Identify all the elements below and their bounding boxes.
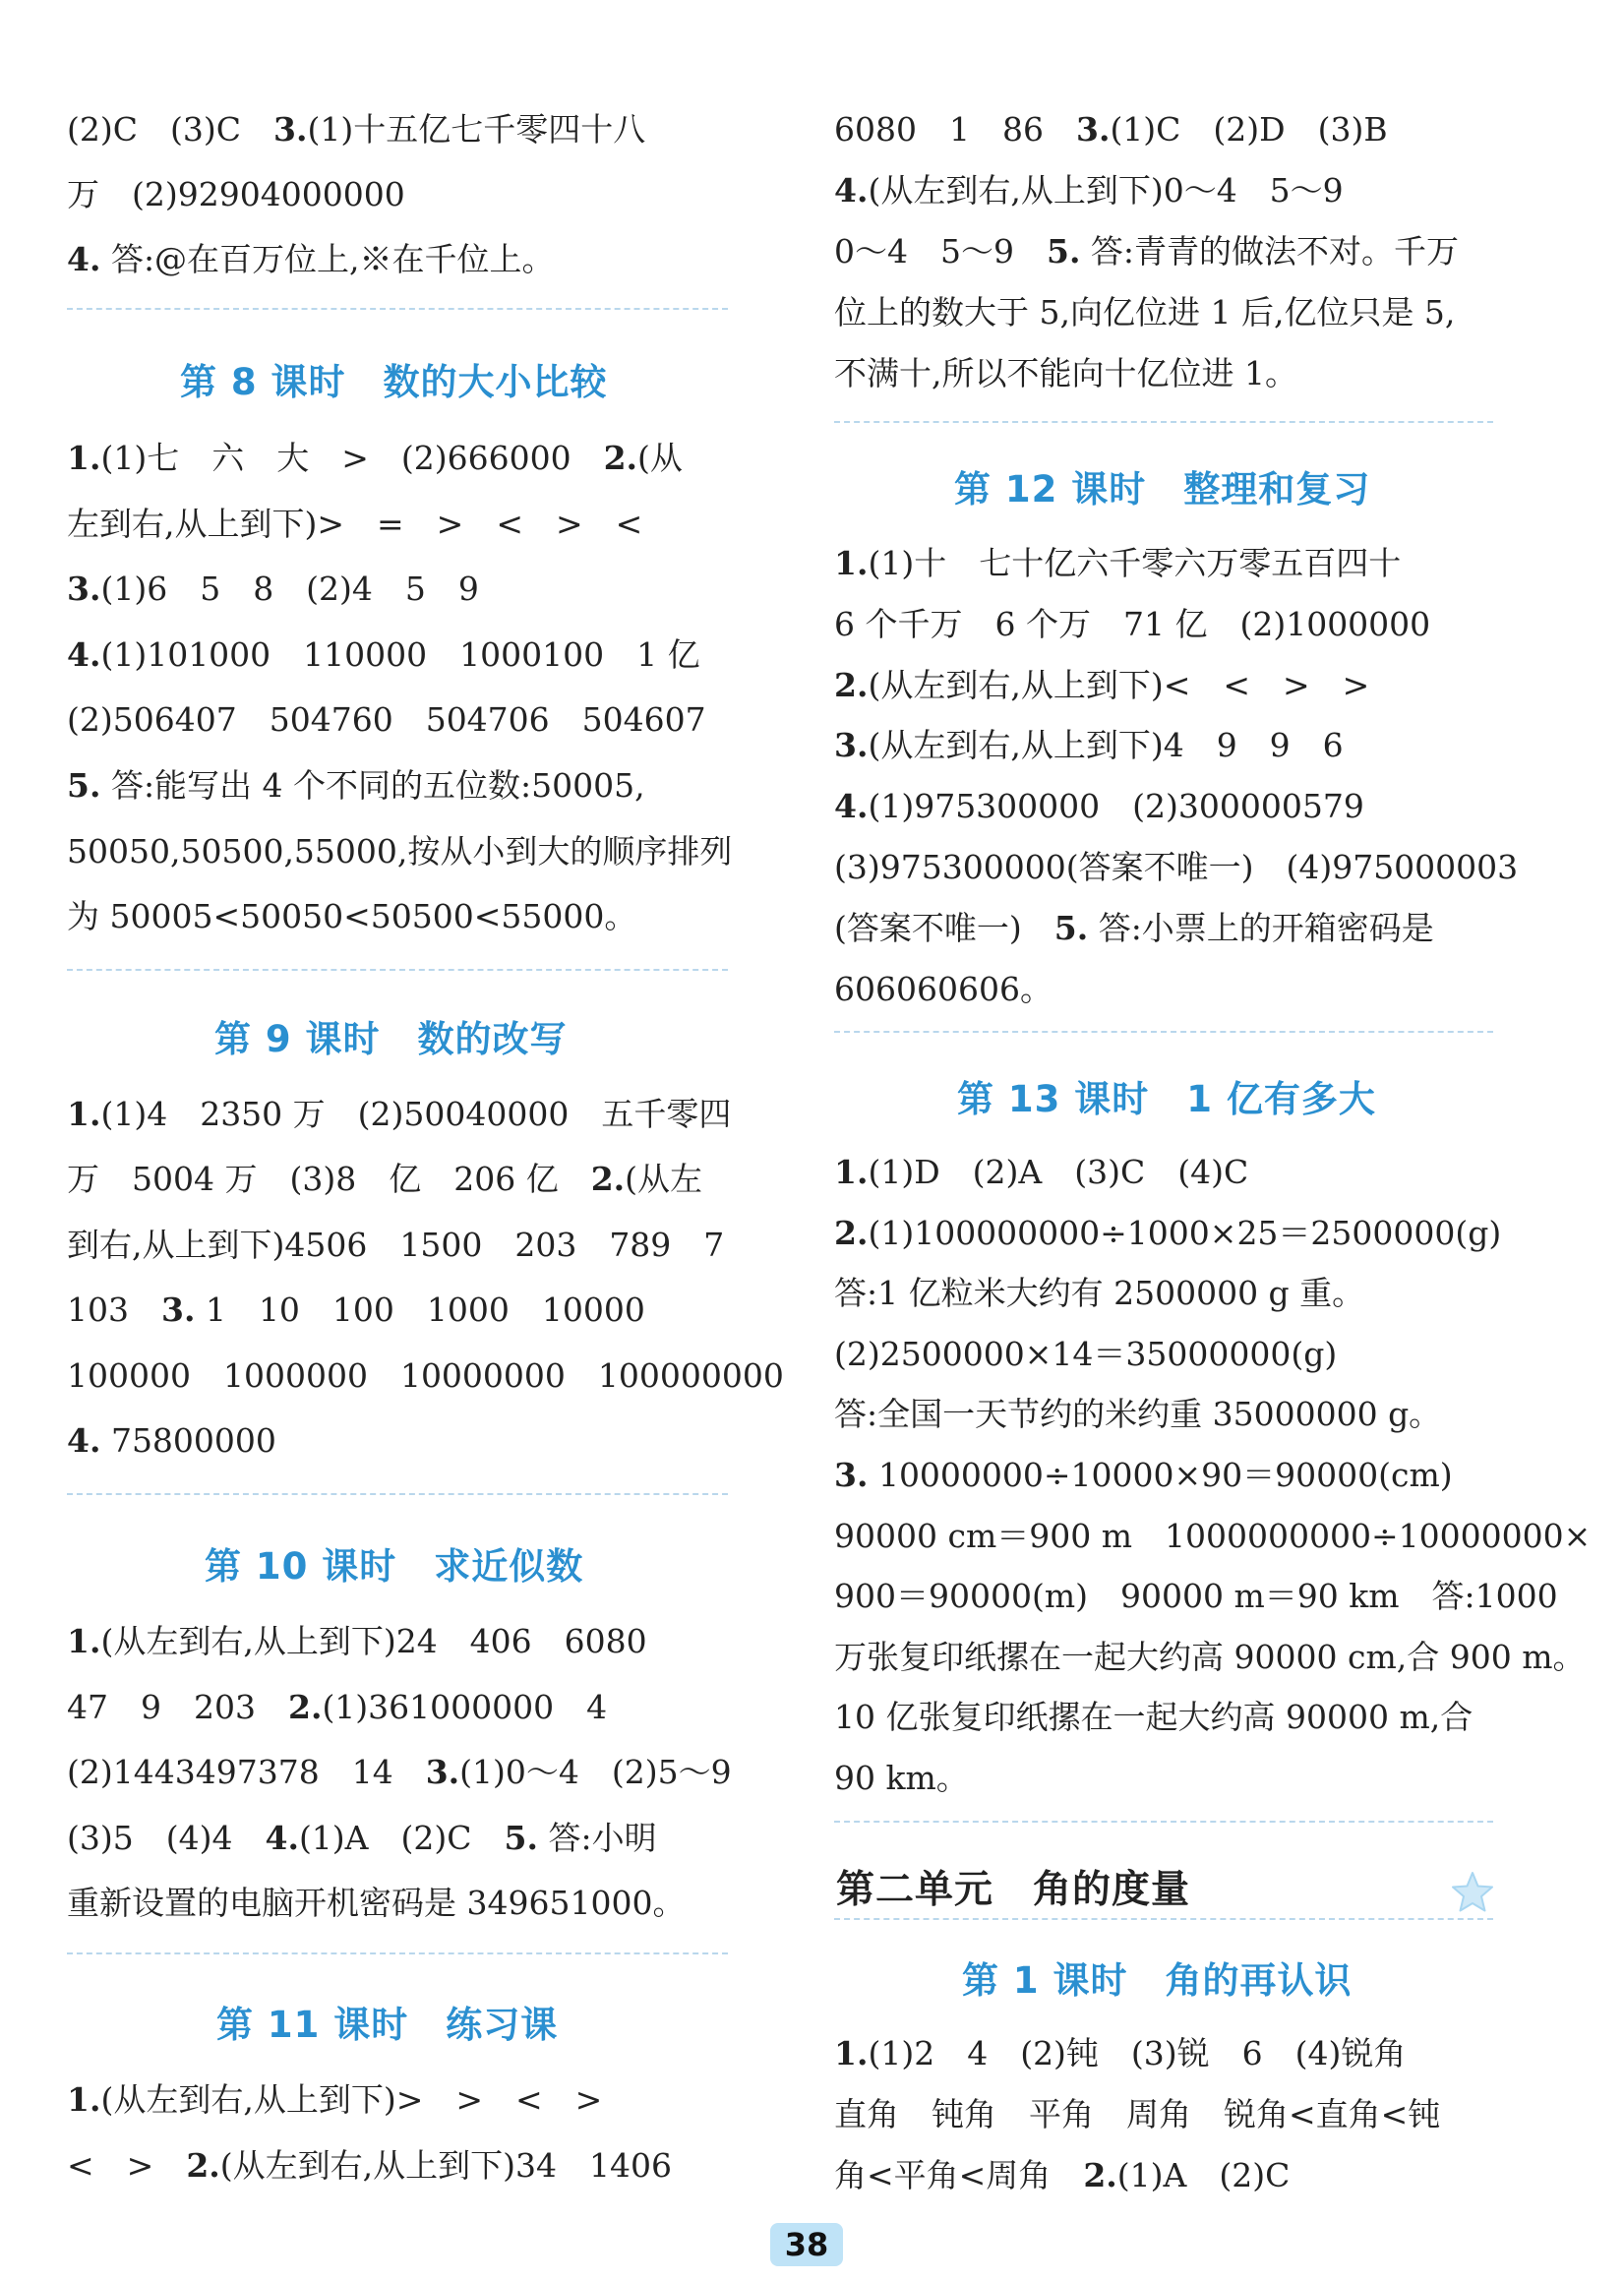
answer-line: 1.(1)4 2350 万 (2)50040000 五千零四 [67, 1095, 732, 1133]
lesson-9-title: 第 9 课时 数的改写 [214, 1018, 568, 1060]
answer-line: 重新设置的电脑开机密码是 349651000。 [67, 1884, 686, 1922]
answer-line: 4.(从左到右,从上到下)0～4 5～9 [834, 171, 1344, 210]
answer-line: (3)975300000(答案不唯一) (4)975000003 [834, 848, 1519, 886]
answer-line: 1.(1)2 4 (2)钝 (3)锐 6 (4)锐角 [834, 2034, 1407, 2072]
answer-line: 606060606。 [834, 969, 1053, 1008]
answer-line: 答:全国一天节约的米约重 35000000 g。 [834, 1395, 1442, 1434]
answer-line: 90000 cm＝900 m 1000000000÷10000000× [834, 1516, 1592, 1555]
lesson-12-title: 第 12 课时 整理和复习 [954, 468, 1371, 510]
answer-line: (2)C (3)C 3.(1)十五亿七千零四十八 [67, 110, 646, 149]
answer-line: 2.(从左到右,从上到下)< < > > [834, 665, 1370, 704]
answer-line: 6080 1 86 3.(1)C (2)D (3)B [834, 110, 1388, 149]
answer-line: 3.(从左到右,从上到下)4 9 9 6 [834, 726, 1344, 765]
answer-line: 4.(1)975300000 (2)300000579 [834, 787, 1364, 826]
answer-line: 3.(1)6 5 8 (2)4 5 9 [67, 570, 479, 609]
answer-line: 万 5004 万 (3)8 亿 206 亿 2.(从左 [67, 1160, 703, 1199]
answer-line: 答:1 亿粒米大约有 2500000 g 重。 [834, 1274, 1365, 1313]
section-divider [834, 1821, 1493, 1823]
star-icon [1449, 1869, 1496, 1916]
section-divider [834, 1031, 1493, 1033]
answer-line: 90 km。 [834, 1759, 969, 1797]
lesson-13-title: 第 13 课时 1 亿有多大 [957, 1078, 1376, 1120]
answer-line: 5. 答:能写出 4 个不同的五位数:50005, [67, 766, 645, 805]
answer-line: 1.(1)十 七十亿六千零六万零五百四十 [834, 544, 1402, 582]
answer-line: 不满十,所以不能向十亿位进 1。 [834, 354, 1297, 392]
answer-line: 角<平角<周角 2.(1)A (2)C [834, 2156, 1291, 2194]
answer-line: 万 (2)92904000000 [67, 175, 405, 213]
answer-line: 103 3. 1 10 100 1000 10000 [67, 1291, 645, 1330]
lesson-10-title: 第 10 课时 求近似数 [205, 1545, 584, 1588]
section-divider [834, 421, 1493, 423]
answer-line: 100000 1000000 10000000 100000000 [67, 1355, 784, 1395]
answer-line: < > 2.(从左到右,从上到下)34 1406 [67, 2145, 672, 2185]
answer-line: 4.(1)101000 110000 1000100 1 亿 [67, 634, 700, 674]
section-divider [834, 1918, 1493, 1920]
answer-line: 1.(从左到右,从上到下)24 406 6080 [67, 1622, 647, 1660]
unit-2-lesson-1-title: 第 1 课时 角的再认识 [962, 1959, 1353, 2002]
answer-line: 位上的数大于 5,向亿位进 1 后,亿位只是 5, [834, 293, 1456, 331]
answer-line: 为 50005<50050<50500<55000。 [67, 897, 637, 936]
lesson-11-title: 第 11 课时 练习课 [216, 2004, 559, 2046]
answer-line: 1.(从左到右,从上到下)> > < > [67, 2080, 603, 2119]
answer-line: (2)506407 504760 504706 504607 [67, 700, 706, 740]
answer-line: (2)1443497378 14 3.(1)0～4 (2)5～9 [67, 1753, 732, 1791]
section-divider [67, 969, 728, 971]
answer-line: 4. 答:@在百万位上,※在千位上。 [67, 240, 555, 278]
answer-line: (答案不唯一) 5. 答:小票上的开箱密码是 [834, 908, 1434, 947]
answer-line: 1.(1)D (2)A (3)C (4)C [834, 1153, 1249, 1191]
answer-line: 0～4 5～9 5. 答:青青的做法不对。千万 [834, 232, 1460, 270]
section-divider [67, 1952, 728, 1954]
unit-2-title: 第二单元 角的度量 [836, 1868, 1191, 1912]
answer-line: 1.(1)七 六 大 > (2)666000 2.(从 [67, 439, 683, 477]
answer-line: 4. 75800000 [67, 1421, 276, 1460]
answer-line: 到右,从上到下)4506 1500 203 789 7 [67, 1225, 725, 1264]
answer-line: 900＝90000(m) 90000 m＝90 km 答:1000 [834, 1577, 1558, 1616]
answer-line: 47 9 203 2.(1)361000000 4 [67, 1687, 608, 1726]
answer-line: (2)2500000×14＝35000000(g) [834, 1334, 1338, 1373]
answer-line: 2.(1)100000000÷1000×25＝2500000(g) [834, 1213, 1502, 1252]
answer-line: 3. 10000000÷10000×90＝90000(cm) [834, 1456, 1453, 1494]
answer-line: 左到右,从上到下)> = > < > < [67, 504, 643, 543]
lesson-8-title: 第 8 课时 数的大小比较 [180, 361, 608, 403]
section-divider [67, 308, 728, 310]
answer-line: 直角 钝角 平角 周角 锐角<直角<钝 [834, 2095, 1441, 2133]
answer-line: (3)5 (4)4 4.(1)A (2)C 5. 答:小明 [67, 1818, 657, 1857]
answer-line: 6 个千万 6 个万 71 亿 (2)1000000 [834, 604, 1431, 643]
answer-line: 10 亿张复印纸摞在一起大约高 90000 m,合 [834, 1698, 1474, 1737]
section-divider [67, 1493, 728, 1495]
answer-line: 万张复印纸摞在一起大约高 90000 cm,合 900 m。 [834, 1637, 1586, 1676]
page-number: 38 [770, 2223, 843, 2266]
answer-line: 50050,50500,55000,按从小到大的顺序排列 [67, 831, 733, 870]
